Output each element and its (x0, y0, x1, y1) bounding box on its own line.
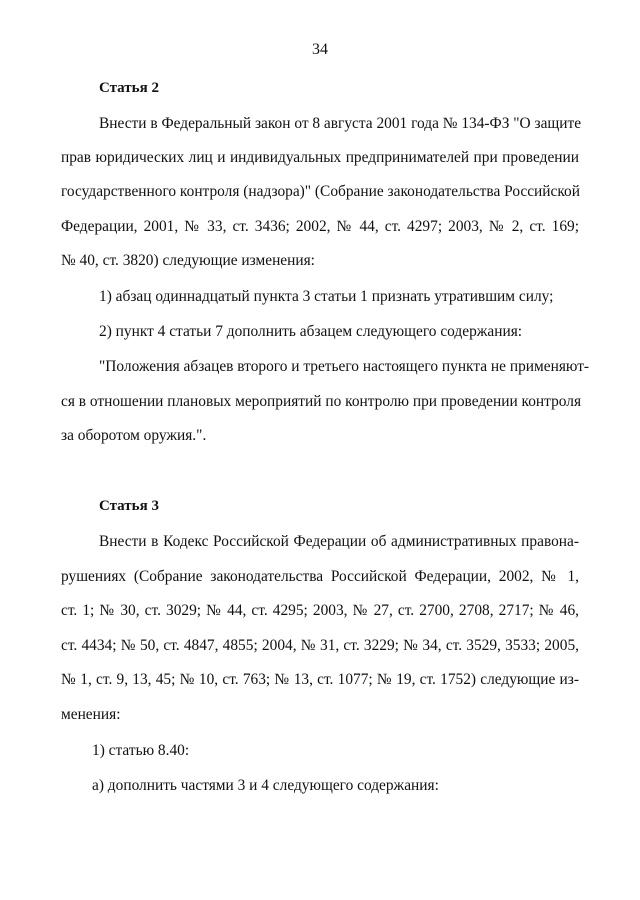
article-2-quote-line: ся в отношении плановых мероприятий по контролю при проведении контроля (61, 393, 582, 410)
article-2-item-1: 1) абзац одиннадцатый пункта 3 статьи 1 признать утратившим силу; (99, 288, 554, 305)
article-3-paragraph-line: менения: (61, 706, 121, 723)
article-2-paragraph-line: Федерации, 2001, № 33, ст. 3436; 2002, № 44, ст. 4297; 2003, № 2, ст. 169; (61, 218, 579, 235)
article-3-paragraph-line: № 1, ст. 9, 13, 45; № 10, ст. 763; № 13, ст. 1077; № 19, ст. 1752) следующие из- (61, 671, 579, 688)
article-3-paragraph-line: ст. 4434; № 50, ст. 4847, 4855; 2004, № 31, ст. 3229; № 34, ст. 3529, 3533; 2005, (61, 637, 579, 654)
article-2-paragraph-line: Внести в Федеральный закон от 8 августа 2001 года № 134-ФЗ "О защите (99, 115, 582, 132)
article-3-heading: Статья 3 (99, 498, 159, 514)
article-2-paragraph-line: государственного контроля (надзора)" (Собрание законодательства Российской (61, 183, 580, 200)
article-2-heading: Статья 2 (99, 80, 159, 96)
article-2-paragraph-line: № 40, ст. 3820) следующие изменения: (61, 252, 315, 269)
article-2-quote-line: за оборотом оружия.". (61, 427, 207, 444)
article-3-subitem-a: а) дополнить частями 3 и 4 следующего содержания: (92, 777, 439, 794)
article-2-item-2: 2) пункт 4 статьи 7 дополнить абзацем следующего содержания: (99, 323, 523, 340)
page-number: 34 (312, 41, 328, 58)
article-2-paragraph-line: прав юридических лиц и индивидуальных предпринимателей при проведении (61, 149, 579, 166)
article-3-item-1: 1) статью 8.40: (92, 742, 190, 759)
article-2-quote-line: "Положения абзацев второго и третьего настоящего пункта не применяют- (99, 358, 590, 375)
article-3-paragraph-line: Внести в Кодекс Российской Федерации об административных правона- (99, 533, 579, 550)
article-3-paragraph-line: ст. 1; № 30, ст. 3029; № 44, ст. 4295; 2003, № 27, ст. 2700, 2708, 2717; № 46, (61, 602, 579, 619)
article-3-paragraph-line: рушениях (Собрание законодательства Российской Федерации, 2002, № 1, (61, 568, 579, 585)
